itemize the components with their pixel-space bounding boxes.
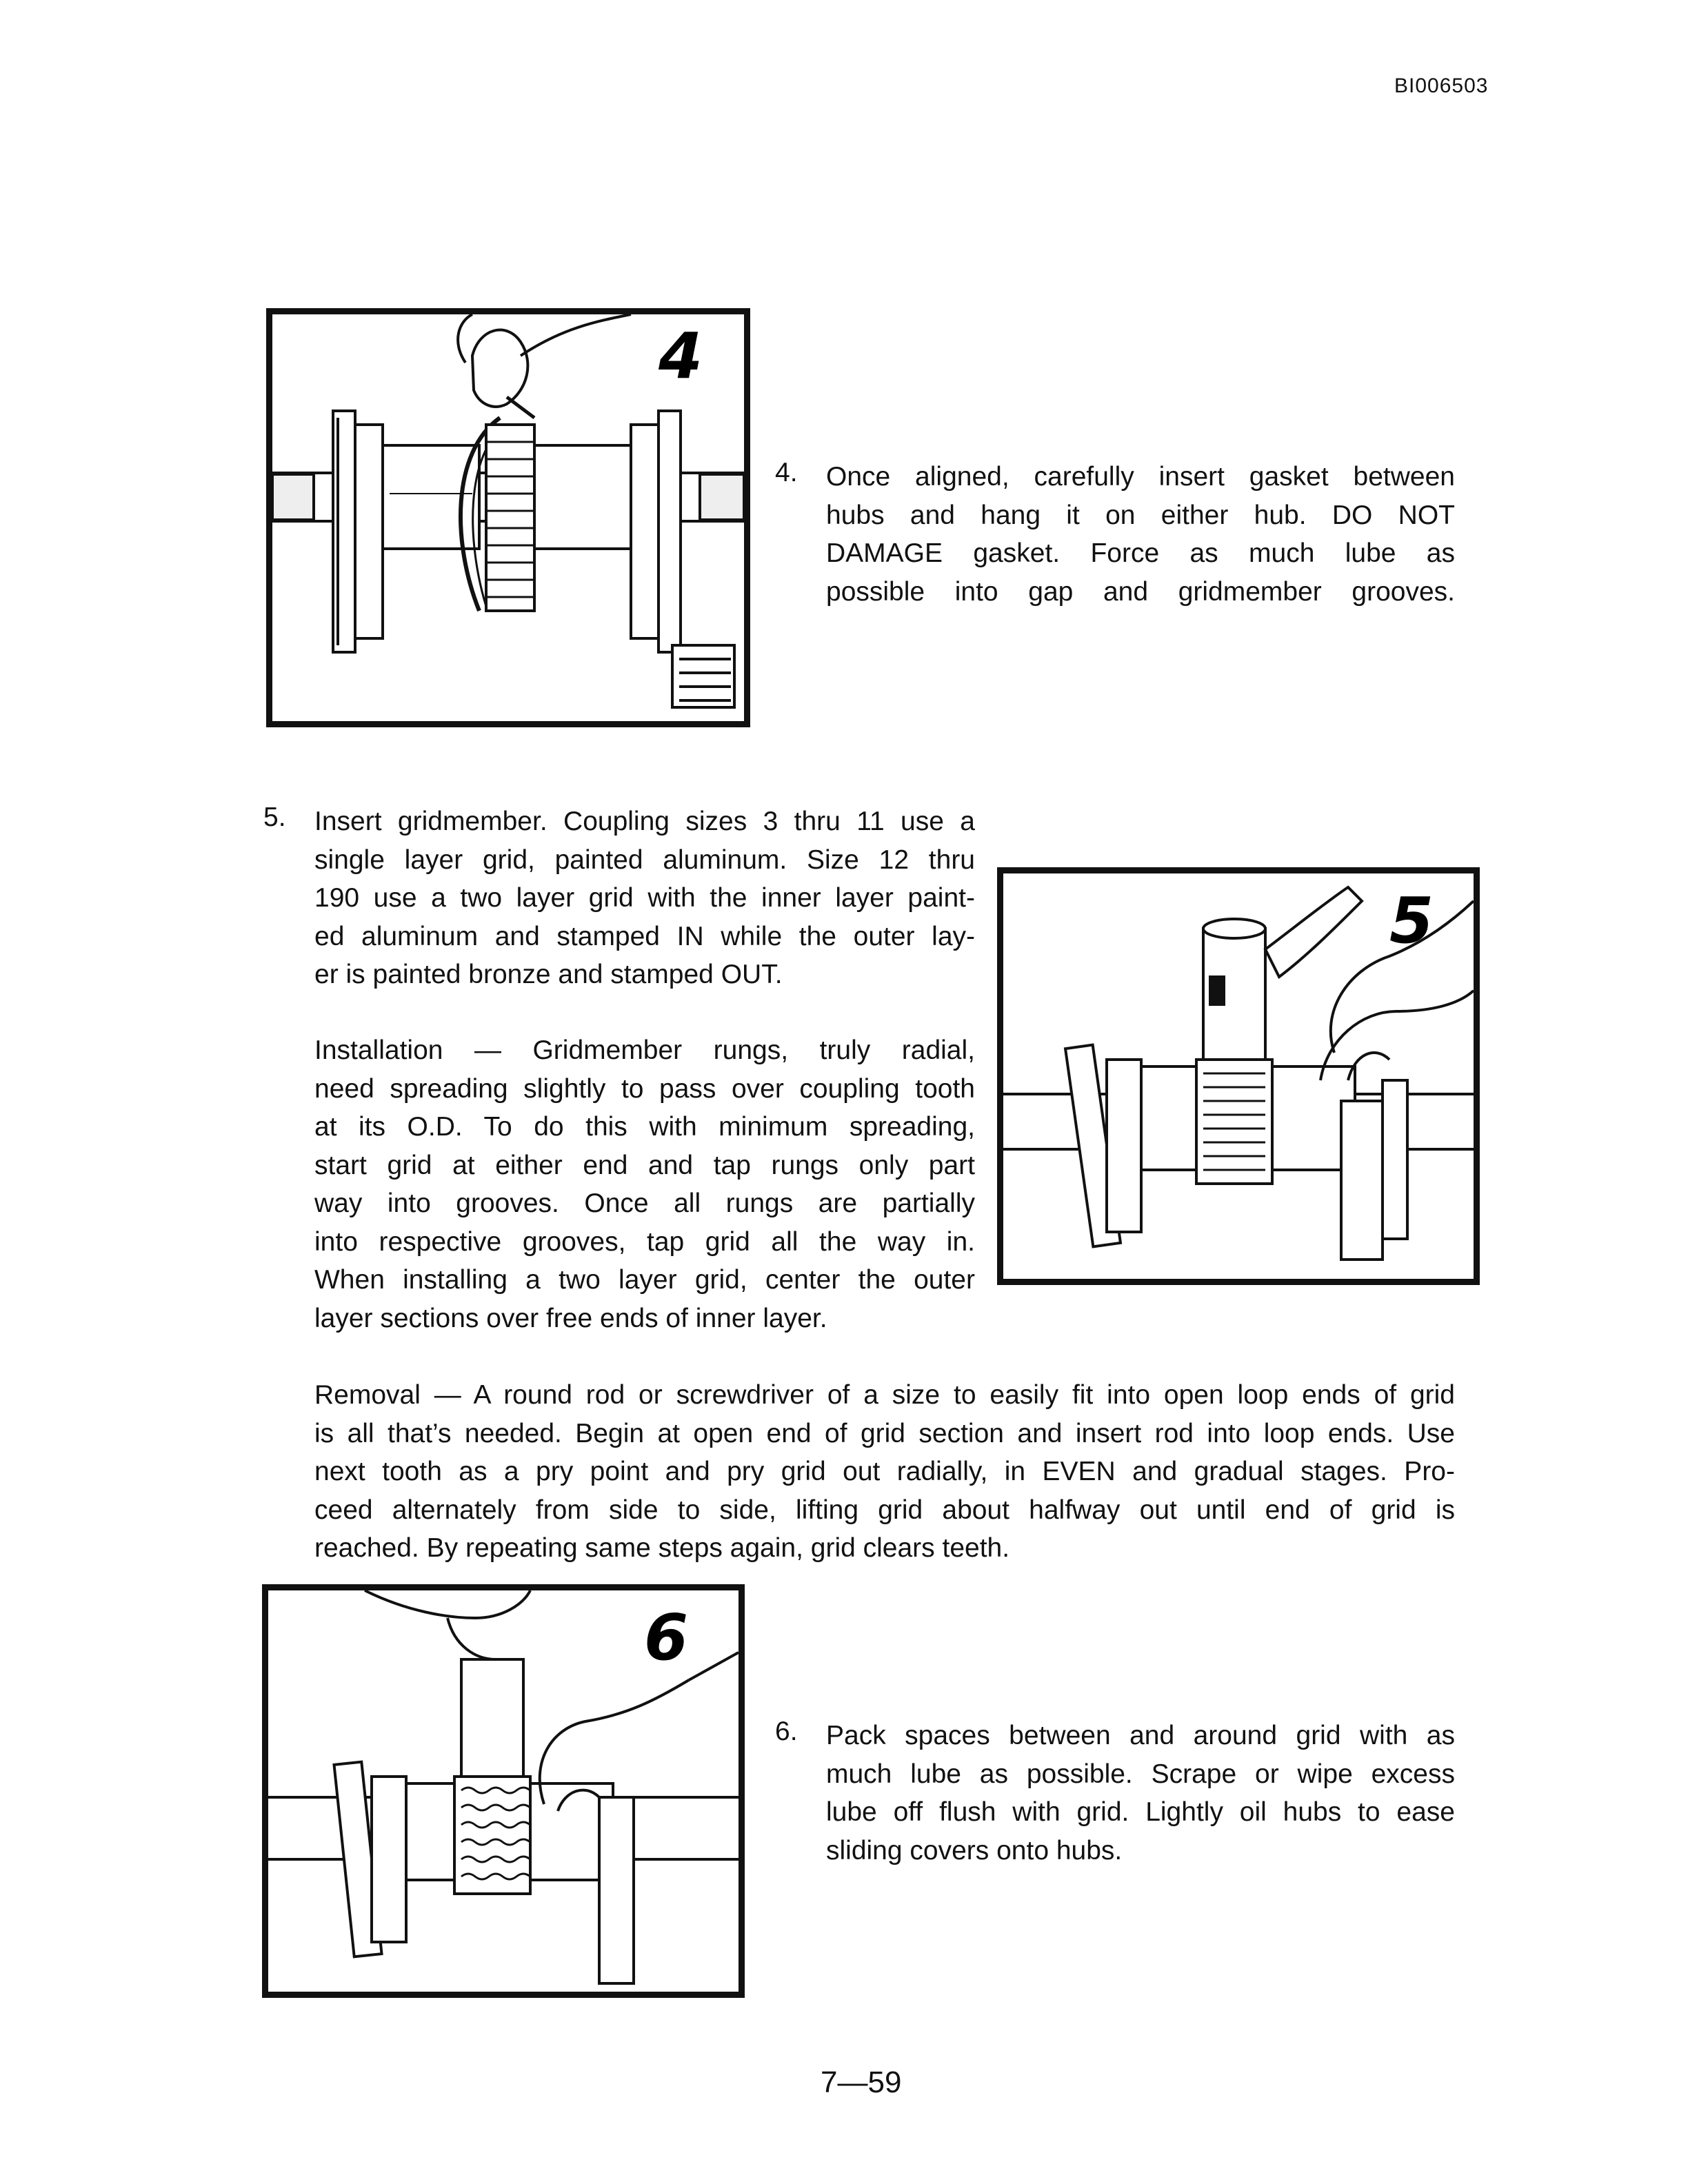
text-line: 190 use a two layer grid with the inner layer paint- — [314, 883, 975, 913]
removal-text — [314, 1376, 1455, 1568]
text-line: at its O.D. To do this with minimum spreading, — [314, 1112, 975, 1142]
text-line: start grid at either end and tap rungs only part — [314, 1150, 975, 1180]
figure-6-number: 6 — [644, 1601, 689, 1675]
step-4-number: 4. — [775, 458, 798, 487]
text-line: Removal — A round rod or screwdriver of a size to easily fit into open loop ends of grid — [314, 1380, 1455, 1410]
document-id: BI006503 — [1394, 74, 1489, 97]
text-line: When installing a two layer grid, center the outer — [314, 1265, 975, 1295]
lube-packing-drawing — [268, 1590, 738, 1992]
text-line: layer sections over free ends of inner layer. — [314, 1303, 827, 1333]
text-line: hubs and hang it on either hub. DO NOT — [826, 500, 1455, 530]
text-line: DAMAGE gasket. Force as much lube as — [826, 538, 1455, 568]
figure-5-illustration — [997, 867, 1480, 1285]
text-line: ed aluminum and stamped IN while the outer lay- — [314, 921, 975, 951]
figure-4-illustration — [266, 308, 750, 727]
text-line: reached. By repeating same steps again, grid clears teeth. — [314, 1533, 1010, 1563]
step-6-number: 6. — [775, 1717, 798, 1746]
text-line: Pack spaces between and around grid with as — [826, 1721, 1455, 1750]
text-line: lube off flush with grid. Lightly oil hubs to ease — [826, 1797, 1455, 1827]
figure-4-number: 4 — [659, 319, 703, 393]
step-4-text — [826, 458, 1455, 611]
text-line: is all that’s needed. Begin at open end of grid section and insert rod into loop ends. Use — [314, 1418, 1455, 1448]
grid-insertion-drawing — [1003, 873, 1474, 1279]
text-line: Once aligned, carefully insert gasket between — [826, 462, 1455, 492]
text-line: into respective grooves, tap grid all the way in. — [314, 1226, 975, 1257]
text-line: Installation — Gridmember rungs, truly radial, — [314, 1035, 975, 1065]
step-5-number: 5. — [263, 802, 286, 832]
text-line: ceed alternately from side to side, lifting grid about halfway out until end of grid is — [314, 1495, 1455, 1525]
text-line: need spreading slightly to pass over coupling tooth — [314, 1073, 975, 1104]
text-line: next tooth as a pry point and pry grid out radially, in EVEN and gradual stages. Pro- — [314, 1457, 1455, 1486]
figure-5-number: 5 — [1389, 884, 1434, 958]
figure-6-illustration — [262, 1584, 745, 1998]
installation-text — [314, 1031, 975, 1337]
text-line: Insert gridmember. Coupling sizes 3 thru 11 use a — [314, 807, 975, 836]
text-line: single layer grid, painted aluminum. Size 12 thru — [314, 845, 975, 875]
coupling-gasket-drawing — [272, 314, 744, 721]
page-number: 7—59 — [821, 2065, 902, 2099]
text-line: much lube as possible. Scrape or wipe excess — [826, 1759, 1455, 1789]
text-line: sliding covers onto hubs. — [826, 1835, 1123, 1866]
text-line: way into grooves. Once all rungs are partially — [314, 1189, 975, 1218]
text-line: er is painted bronze and stamped OUT. — [314, 960, 783, 989]
step-6-text — [826, 1717, 1455, 1870]
text-line: possible into gap and gridmember grooves. — [826, 576, 1455, 607]
step-5-text — [314, 802, 975, 994]
